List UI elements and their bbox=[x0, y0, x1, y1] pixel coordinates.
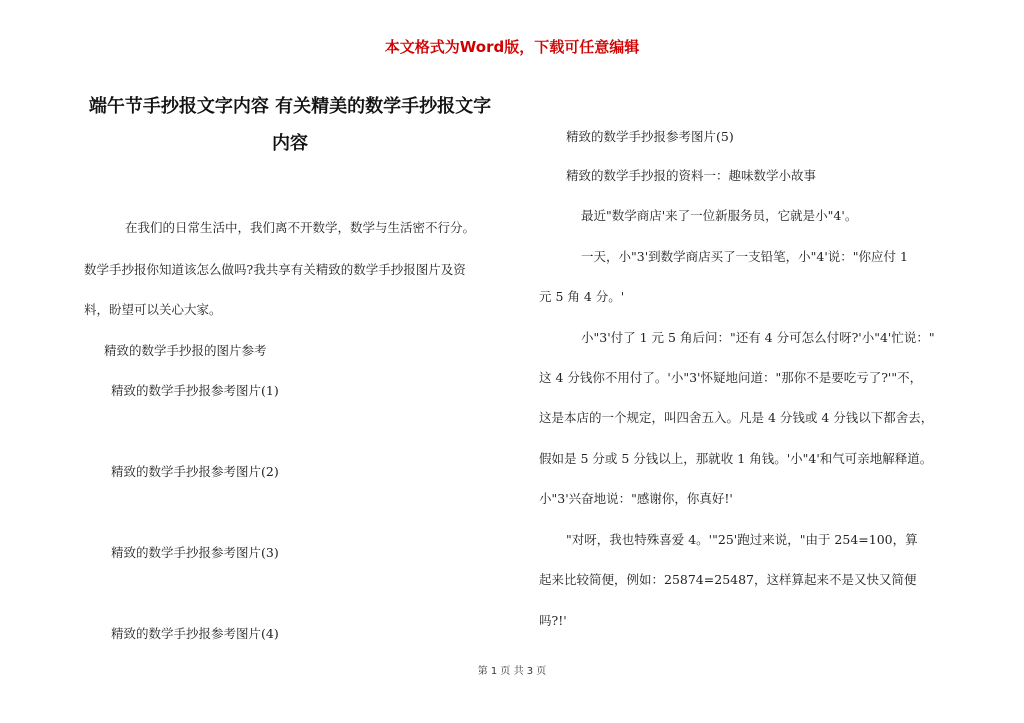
editable-word-banner: 本文格式为Word版，下载可任意编辑 bbox=[384, 38, 640, 56]
page-number: 第 1 页 共 3 页 bbox=[477, 666, 547, 677]
title-line-1: 端午节手抄报文字内容 有关精美的数学手抄报文字 bbox=[88, 96, 492, 117]
intro-line-2: 数学手抄报你知道该怎么做吗?我共享有关精致的数学手抄报图片及资 bbox=[84, 262, 466, 277]
intro-line-3: 料，盼望可以关心大家。 bbox=[84, 302, 222, 317]
section-heading: 精致的数学手抄报的图片参考 bbox=[104, 343, 267, 358]
story-line-8: 小"3'兴奋地说："感谢你，你真好!' bbox=[539, 491, 733, 506]
title-line-2: 内容 bbox=[272, 133, 308, 154]
story-line-11: 吗?!' bbox=[539, 613, 567, 628]
image-caption-3: 精致的数学手抄报参考图片(3) bbox=[111, 545, 279, 560]
image-caption-4: 精致的数学手抄报参考图片(4) bbox=[111, 626, 279, 641]
image-caption-1: 精致的数学手抄报参考图片(1) bbox=[111, 383, 279, 398]
image-caption-2: 精致的数学手抄报参考图片(2) bbox=[111, 464, 279, 479]
material-heading: 精致的数学手抄报的资料一：趣味数学小故事 bbox=[566, 168, 817, 183]
story-line-1: 最近"数学商店'来了一位新服务员，它就是小"4'。 bbox=[581, 208, 858, 223]
story-line-7: 假如是 5 分或 5 分钱以上，那就收 1 角钱。'小"4'和气可亲地解释道。 bbox=[539, 451, 933, 466]
story-line-5: 这 4 分钱你不用付了。'小"3'怀疑地问道："那你不是要吃亏了?'"不， bbox=[539, 370, 923, 385]
image-caption-5: 精致的数学手抄报参考图片(5) bbox=[566, 129, 734, 144]
story-line-3: 元 5 角 4 分。' bbox=[539, 289, 625, 304]
story-line-6: 这是本店的一个规定，叫四舍五入。凡是 4 分钱或 4 分钱以下都舍去， bbox=[539, 410, 934, 425]
story-line-4: 小"3'付了 1 元 5 角后问："还有 4 分可怎么付呀?'小"4'忙说：" bbox=[581, 330, 935, 345]
story-line-9: "对呀，我也特殊喜爱 4。'"25'跑过来说，"由于 254=100，算 bbox=[566, 532, 918, 547]
story-line-2: 一天，小"3'到数学商店买了一支铅笔，小"4'说："你应付 1 bbox=[581, 249, 908, 264]
intro-line-1: 在我们的日常生活中，我们离不开数学，数学与生活密不行分。 bbox=[125, 220, 476, 235]
story-line-10: 起来比较简便，例如：25874=25487，这样算起来不是又快又简便 bbox=[539, 572, 917, 587]
